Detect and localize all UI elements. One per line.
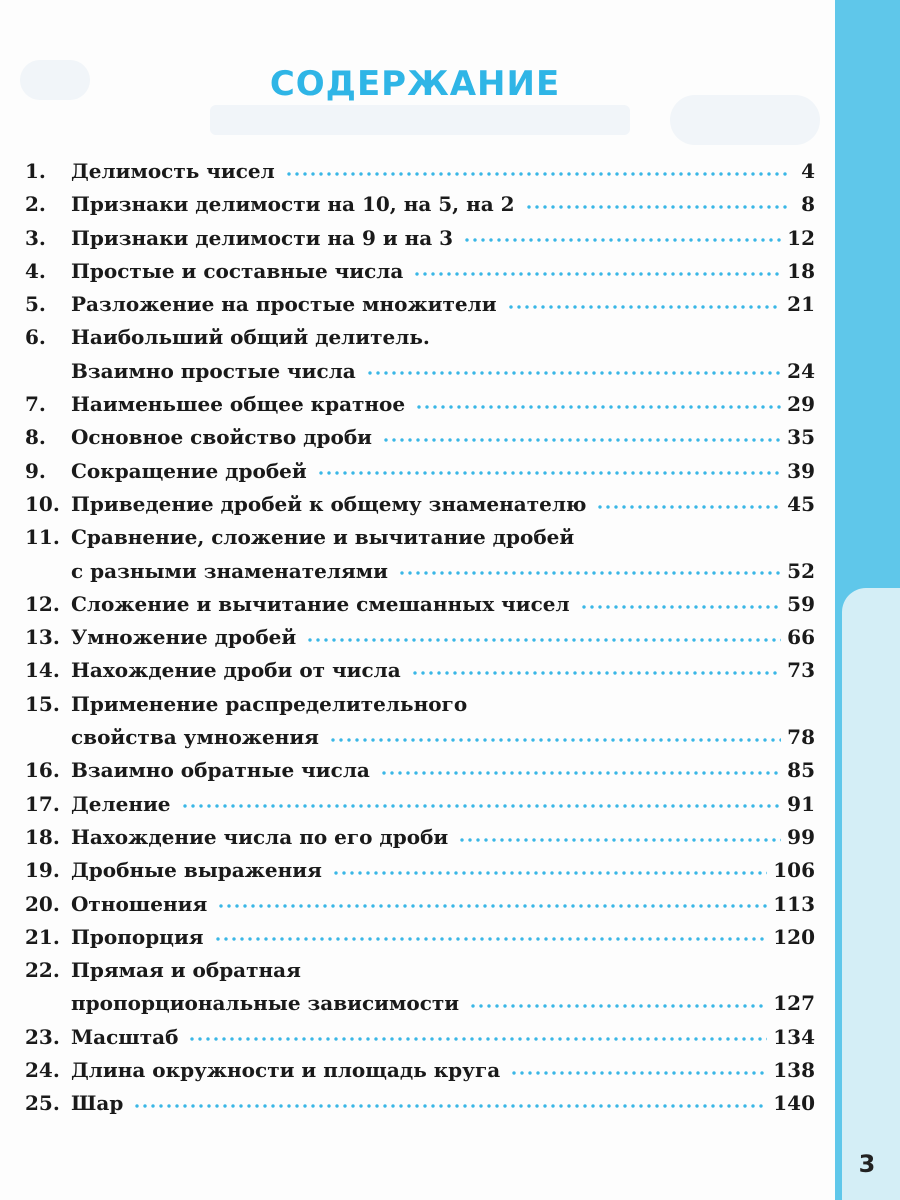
toc-line	[25, 588, 815, 621]
table-of-contents	[25, 155, 815, 1121]
toc-entry-title: Разложение на простые множители	[71, 292, 497, 317]
toc-entry-page: 39	[787, 458, 815, 483]
toc-entry	[25, 255, 815, 288]
toc-line	[25, 688, 815, 721]
dot-leader	[507, 304, 782, 310]
toc-entry-number: 2.	[25, 192, 46, 217]
toc-entry-number: 14.	[25, 658, 60, 683]
toc-entry-title: свойства умножения	[71, 725, 319, 750]
toc-entry-title: Умножение дробей	[71, 625, 297, 650]
toc-line	[25, 388, 815, 421]
dot-leader	[510, 1070, 767, 1076]
toc-line	[25, 1021, 815, 1054]
dot-leader	[525, 204, 787, 210]
toc-entry-number: 17.	[25, 791, 60, 816]
toc-entry-title: Пропорция	[71, 924, 204, 949]
toc-line	[25, 255, 815, 288]
toc-entry-number: 1.	[25, 159, 46, 183]
bleed-through-shape	[210, 105, 630, 135]
toc-entry-title: Сравнение, сложение и вычитание дробей	[71, 525, 575, 550]
toc-line	[25, 754, 815, 787]
toc-entry-number: 6.	[25, 325, 46, 350]
dot-leader	[317, 470, 781, 476]
dot-leader	[188, 1036, 767, 1042]
toc-entry-number: 10.	[25, 491, 60, 516]
toc-entry-title: Наименьшее общее кратное	[71, 392, 406, 417]
toc-entry	[25, 421, 815, 454]
toc-entry-title: Длина окружности и площадь круга	[71, 1058, 501, 1083]
dot-leader	[329, 737, 781, 743]
toc-entry-title: Основное свойство дроби	[71, 425, 372, 450]
dot-leader	[181, 803, 782, 809]
toc-entry-title: Наибольший общий делитель.	[71, 325, 430, 350]
toc-entry-number: 13.	[25, 625, 60, 650]
toc-entry	[25, 455, 815, 488]
toc-entry-title: Отношения	[71, 891, 208, 916]
toc-entry	[25, 521, 815, 588]
toc-entry-page: 113	[773, 891, 815, 916]
toc-line	[25, 222, 815, 255]
toc-line	[25, 155, 815, 188]
toc-entry-number: 9.	[25, 458, 46, 483]
toc-line	[25, 721, 815, 754]
toc-line	[25, 954, 815, 987]
toc-line	[25, 888, 815, 921]
toc-entry-title: Прямая и обратная	[71, 958, 301, 983]
toc-line	[25, 188, 815, 221]
toc-entry-page: 4	[801, 159, 815, 183]
dot-leader	[413, 271, 781, 277]
toc-line	[25, 555, 815, 588]
toc-entry-title: Деление	[71, 791, 171, 816]
toc-entry-number: 24.	[25, 1058, 60, 1083]
dot-leader	[398, 570, 781, 576]
toc-line	[25, 1054, 815, 1087]
toc-entry-number: 15.	[25, 691, 60, 716]
toc-line	[25, 321, 815, 354]
toc-entry-page: 66	[787, 625, 815, 650]
toc-entry-number: 3.	[25, 225, 46, 250]
toc-entry	[25, 388, 815, 421]
toc-line	[25, 821, 815, 854]
toc-entry-number: 25.	[25, 1091, 60, 1116]
toc-line	[25, 288, 815, 321]
contents-heading: СОДЕРЖАНИЕ	[269, 64, 561, 104]
toc-line	[25, 654, 815, 687]
toc-entry-title: Нахождение дроби от числа	[71, 658, 401, 683]
toc-line	[25, 455, 815, 488]
toc-entry	[25, 1087, 815, 1120]
dot-leader	[596, 504, 781, 510]
toc-entry-page: 24	[787, 358, 815, 383]
toc-entry-title: Делимость чисел	[71, 159, 275, 183]
toc-entry-title: Признаки делимости на 10, на 5, на 2	[71, 192, 515, 217]
toc-entry-page: 18	[787, 258, 815, 283]
toc-entry-title: Приведение дробей к общему знаменателю	[71, 491, 587, 516]
toc-entry	[25, 188, 815, 221]
dot-leader	[463, 237, 781, 243]
toc-line	[25, 488, 815, 521]
toc-entry-number: 19.	[25, 858, 60, 883]
dot-leader	[580, 604, 782, 610]
dot-leader	[458, 837, 781, 843]
toc-line	[25, 355, 815, 388]
toc-entry-title: с разными знаменателями	[71, 558, 388, 583]
toc-entry	[25, 921, 815, 954]
toc-entry-page: 140	[773, 1091, 815, 1116]
toc-entry-number: 4.	[25, 258, 46, 283]
toc-entry-page: 52	[787, 558, 815, 583]
toc-entry-title: Применение распределительного	[71, 691, 468, 716]
dot-leader	[306, 637, 781, 643]
toc-entry-title: Масштаб	[71, 1024, 179, 1049]
toc-entry	[25, 821, 815, 854]
page-number: 3	[858, 1150, 876, 1178]
toc-entry-number: 11.	[25, 525, 60, 550]
toc-entry	[25, 788, 815, 821]
toc-line	[25, 788, 815, 821]
toc-entry	[25, 288, 815, 321]
dot-leader	[411, 670, 781, 676]
dot-leader	[217, 903, 767, 909]
toc-entry	[25, 321, 815, 388]
toc-entry-title: Признаки делимости на 9 и на 3	[71, 225, 454, 250]
toc-entry-number: 16.	[25, 758, 60, 783]
toc-entry-page: 78	[787, 725, 815, 750]
dot-leader	[214, 936, 768, 942]
dot-leader	[285, 171, 787, 177]
toc-entry-number: 5.	[25, 292, 46, 317]
toc-entry-number: 18.	[25, 824, 60, 849]
toc-entry-number: 12.	[25, 591, 60, 616]
toc-entry-page: 134	[773, 1024, 815, 1049]
toc-entry-page: 12	[787, 225, 815, 250]
toc-line	[25, 854, 815, 887]
toc-entry	[25, 954, 815, 1021]
toc-entry-title: Взаимно обратные числа	[71, 758, 370, 783]
toc-entry-page: 127	[773, 991, 815, 1016]
toc-entry-number: 21.	[25, 924, 60, 949]
dot-leader	[332, 870, 767, 876]
toc-entry-number: 8.	[25, 425, 46, 450]
toc-entry-page: 85	[787, 758, 815, 783]
dot-leader	[133, 1103, 767, 1109]
toc-entry	[25, 854, 815, 887]
toc-entry	[25, 1021, 815, 1054]
toc-entry	[25, 621, 815, 654]
dot-leader	[469, 1003, 767, 1009]
side-page-tab	[842, 588, 900, 1200]
toc-entry	[25, 654, 815, 687]
toc-entry-page: 106	[773, 858, 815, 883]
toc-entry	[25, 155, 815, 188]
toc-entry-page: 91	[787, 791, 815, 816]
toc-entry	[25, 888, 815, 921]
toc-entry-title: Простые и составные числа	[71, 258, 404, 283]
toc-entry	[25, 1054, 815, 1087]
dot-leader	[366, 370, 781, 376]
toc-line	[25, 1087, 815, 1120]
toc-entry-number: 23.	[25, 1024, 60, 1049]
toc-entry-page: 138	[773, 1058, 815, 1083]
toc-entry-title: Шар	[71, 1091, 124, 1116]
toc-entry-page: 120	[773, 924, 815, 949]
toc-line	[25, 521, 815, 554]
toc-entry-title: Сокращение дробей	[71, 458, 307, 483]
toc-line	[25, 921, 815, 954]
toc-entry	[25, 754, 815, 787]
dot-leader	[380, 770, 781, 776]
toc-entry-page: 29	[787, 392, 815, 417]
toc-entry-title: Дробные выражения	[71, 858, 322, 883]
dot-leader	[415, 404, 781, 410]
dot-leader	[382, 437, 781, 443]
toc-entry	[25, 222, 815, 255]
toc-line	[25, 621, 815, 654]
toc-entry-page: 21	[787, 292, 815, 317]
toc-entry-title: Сложение и вычитание смешанных чисел	[71, 591, 570, 616]
toc-entry-page: 35	[787, 425, 815, 450]
toc-entry-page: 45	[787, 491, 815, 516]
toc-entry	[25, 488, 815, 521]
toc-entry-page: 59	[787, 591, 815, 616]
toc-entry-page: 8	[801, 192, 815, 217]
toc-line	[25, 421, 815, 454]
toc-entry-title: пропорциональные зависимости	[71, 991, 460, 1016]
toc-entry-number: 20.	[25, 891, 60, 916]
toc-entry	[25, 588, 815, 621]
toc-entry-number: 22.	[25, 958, 60, 983]
toc-entry-page: 73	[787, 658, 815, 683]
toc-entry-title: Взаимно простые числа	[71, 358, 356, 383]
toc-entry-number: 7.	[25, 392, 46, 417]
toc-line	[25, 987, 815, 1020]
toc-entry-page: 99	[787, 824, 815, 849]
toc-entry-title: Нахождение числа по его дроби	[71, 824, 449, 849]
toc-entry	[25, 688, 815, 755]
